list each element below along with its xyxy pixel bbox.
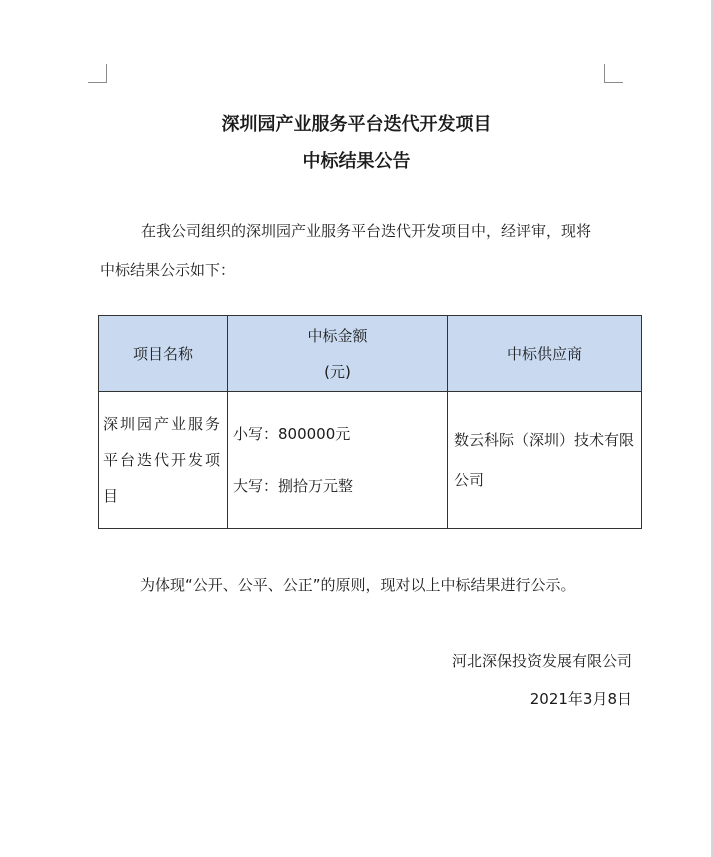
header-supplier: 中标供应商 <box>448 316 642 392</box>
cell-supplier: 数云科际（深圳）技术有限公司 <box>448 392 642 529</box>
result-table <box>98 315 642 529</box>
header-amount-unit: (元) <box>324 362 351 381</box>
amount-lower: 小写：800000元 <box>233 425 351 443</box>
header-amount <box>228 316 448 392</box>
document-subtitle: 中标结果公告 <box>302 151 411 172</box>
intro-paragraph-line2: 中标结果公示如下： <box>100 261 236 279</box>
margin-mark-top-left <box>88 64 107 83</box>
cell-amount <box>228 392 448 529</box>
document-date: 2021年3月8日 <box>529 690 632 708</box>
intro-paragraph-line1: 在我公司组织的深圳园产业服务平台迭代开发项目中，经评审，现将 <box>141 222 592 240</box>
closing-paragraph: 为体现“公开、公平、公正”的原则，现对以上中标结果进行公示。 <box>140 576 576 594</box>
table-row <box>99 392 642 529</box>
document-title: 深圳园产业服务平台迭代开发项目 <box>221 114 492 135</box>
header-amount-label: 中标金额 <box>307 326 368 345</box>
margin-mark-top-right <box>604 64 623 83</box>
table-header-row <box>99 316 642 392</box>
amount-upper: 大写：捌拾万元整 <box>233 477 354 495</box>
cell-project-name: 深圳园产业服务平台迭代开发项目 <box>99 392 228 529</box>
header-project-name: 项目名称 <box>99 316 228 392</box>
company-signature: 河北深保投资发展有限公司 <box>451 652 632 670</box>
